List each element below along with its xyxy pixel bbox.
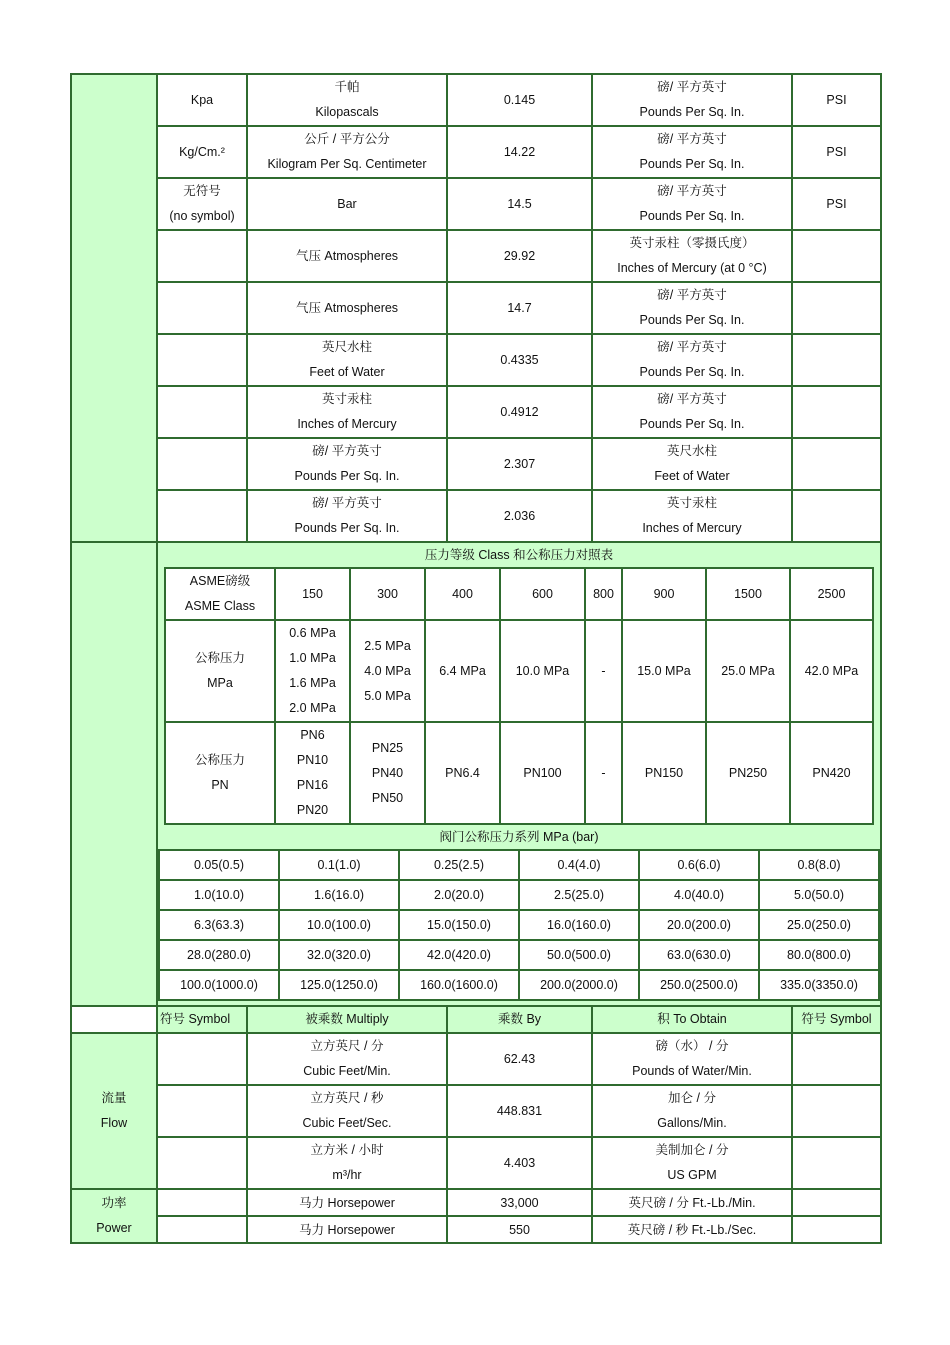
- text-line: m³/hr: [332, 1168, 362, 1182]
- text-line: Pounds Per Sq. In.: [639, 365, 745, 379]
- text-line: 英寸汞柱: [666, 496, 717, 510]
- text-line: 功率: [101, 1196, 127, 1210]
- cell-multiply: [247, 386, 447, 438]
- series-value: 2.0(20.0): [399, 880, 519, 910]
- cell-obtain: [592, 1137, 792, 1189]
- cell-obtain: [592, 126, 792, 178]
- cell-obtain: [592, 178, 792, 230]
- cell-symbol: [157, 1085, 247, 1137]
- class-value: 400: [425, 568, 500, 620]
- cell-symbol: [157, 282, 247, 334]
- text-line: PN250: [728, 765, 768, 780]
- section-label-flow: [71, 1033, 157, 1189]
- cell-multiply: [247, 438, 447, 490]
- text-line: PN25: [371, 740, 404, 755]
- section-label-pressure: [71, 74, 157, 542]
- text-line: Kpa: [190, 92, 214, 107]
- text-line: 15.0 MPa: [637, 663, 691, 678]
- class-value: 1500: [706, 568, 790, 620]
- pn-value: [622, 722, 706, 824]
- text-line: 无符号: [183, 184, 221, 198]
- cell-symbol2: [792, 1085, 881, 1137]
- power-row: [71, 1216, 881, 1243]
- pn-value: [790, 722, 873, 824]
- cell-multiply: 马力 Horsepower: [247, 1216, 447, 1243]
- section-label-power: [71, 1189, 157, 1243]
- text-line: 公称压力: [194, 651, 245, 665]
- cell-symbol: [157, 126, 247, 178]
- cell-multiply: [247, 230, 447, 282]
- series-row: [159, 910, 879, 940]
- pressure-row: [71, 126, 881, 178]
- class-header-label: [165, 568, 275, 620]
- pn-value: [350, 722, 425, 824]
- series-value: 25.0(250.0): [759, 910, 879, 940]
- series-value: 200.0(2000.0): [519, 970, 639, 1000]
- text-line: PN16: [296, 778, 329, 792]
- header-section: [71, 1006, 881, 1033]
- text-line: Flow: [100, 1116, 128, 1130]
- cell-symbol: [157, 438, 247, 490]
- series-value: 100.0(1000.0): [159, 970, 279, 1000]
- cell-multiply: [247, 1137, 447, 1189]
- text-line: 磅/ 平方英寸: [657, 132, 727, 146]
- series-value: 2.5(25.0): [519, 880, 639, 910]
- class-value: 800: [585, 568, 622, 620]
- text-line: Pounds Per Sq. In.: [294, 521, 400, 535]
- cell-by: 62.43: [447, 1033, 592, 1085]
- mpa-value: [790, 620, 873, 722]
- text-line: 英寸汞柱（零摄氏度）: [629, 236, 755, 250]
- cell-obtain: 英尺磅 / 秒 Ft.-Lb./Sec.: [592, 1216, 792, 1243]
- series-value: 10.0(100.0): [279, 910, 399, 940]
- cell-by: 4.403: [447, 1137, 592, 1189]
- class-value: 150: [275, 568, 350, 620]
- series-value: 5.0(50.0): [759, 880, 879, 910]
- text-line: 千帕: [334, 80, 360, 94]
- pn-value: [585, 722, 622, 824]
- class-value: 600: [500, 568, 585, 620]
- conversion-table: [70, 73, 882, 1244]
- cell-symbol: [157, 1137, 247, 1189]
- series-value: 335.0(3350.0): [759, 970, 879, 1000]
- text-line: 公称压力: [194, 753, 245, 767]
- series-value: 4.0(40.0): [639, 880, 759, 910]
- pressure-row: [71, 74, 881, 126]
- pn-value: [706, 722, 790, 824]
- series-value: 80.0(800.0): [759, 940, 879, 970]
- text-line: 磅（水） / 分: [655, 1039, 729, 1053]
- cell-symbol2: [792, 490, 881, 542]
- header-obtain: 积 To Obtain: [592, 1006, 792, 1033]
- text-line: 1.6 MPa: [289, 676, 336, 690]
- series-table: [158, 849, 880, 1001]
- text-line: PN420: [812, 765, 851, 780]
- cell-by: 14.5: [447, 178, 592, 230]
- text-line: Kilogram Per Sq. Centimeter: [267, 157, 427, 171]
- pressure-row: [71, 386, 881, 438]
- series-value: 0.4(4.0): [519, 850, 639, 880]
- text-line: Kg/Cm.²: [179, 144, 225, 159]
- mpa-value: [275, 620, 350, 722]
- cell-symbol: [157, 74, 247, 126]
- cell-by: 0.145: [447, 74, 592, 126]
- text-line: ASME Class: [184, 599, 256, 613]
- text-line: 美制加仑 / 分: [655, 1143, 729, 1157]
- power-row: [71, 1189, 881, 1216]
- cell-symbol: [157, 230, 247, 282]
- flow-row: [71, 1085, 881, 1137]
- cell-by: 0.4335: [447, 334, 592, 386]
- cell-by: 2.307: [447, 438, 592, 490]
- cell-symbol: [157, 334, 247, 386]
- cell-multiply: [247, 178, 447, 230]
- pressure-row: [71, 334, 881, 386]
- series-value: 28.0(280.0): [159, 940, 279, 970]
- cell-multiply: 马力 Horsepower: [247, 1189, 447, 1216]
- header-symbol2: 符号 Symbol: [792, 1006, 881, 1033]
- cell-obtain: [592, 490, 792, 542]
- text-line: Cubic Feet/Min.: [303, 1064, 391, 1078]
- text-line: Pounds Per Sq. In.: [639, 417, 745, 431]
- class-value: 300: [350, 568, 425, 620]
- text-line: Power: [96, 1221, 132, 1235]
- series-value: 20.0(200.0): [639, 910, 759, 940]
- class-section: [71, 542, 881, 1006]
- text-line: Inches of Mercury: [297, 417, 397, 431]
- cell-multiply: [247, 1033, 447, 1085]
- text-line: 磅/ 平方英寸: [657, 392, 727, 406]
- pressure-row: [71, 282, 881, 334]
- class-table-caption: 压力等级 Class 和公称压力对照表: [424, 548, 614, 562]
- cell-obtain: 英尺磅 / 分 Ft.-Lb./Min.: [592, 1189, 792, 1216]
- series-value: 16.0(160.0): [519, 910, 639, 940]
- flow-section: [71, 1033, 881, 1189]
- cell-multiply: [247, 74, 447, 126]
- text-line: PN50: [371, 790, 404, 805]
- mpa-value: [350, 620, 425, 722]
- class-value: 2500: [790, 568, 873, 620]
- mpa-label: [165, 620, 275, 722]
- text-line: 英尺水柱: [321, 340, 372, 354]
- pressure-row: [71, 438, 881, 490]
- text-line: 42.0 MPa: [804, 663, 859, 678]
- cell-multiply: [247, 1085, 447, 1137]
- text-line: 立方米 / 小时: [310, 1143, 384, 1157]
- text-line: Kilopascals: [315, 105, 379, 119]
- text-line: 磅/ 平方英寸: [312, 496, 382, 510]
- text-line: PN6: [300, 728, 325, 742]
- series-value: 1.0(10.0): [159, 880, 279, 910]
- series-value: 6.3(63.3): [159, 910, 279, 940]
- text-line: PN150: [644, 765, 684, 780]
- class-comparison-panel: [157, 542, 881, 1006]
- cell-symbol2: [792, 1137, 881, 1189]
- cell-obtain: [592, 74, 792, 126]
- cell-obtain: [592, 334, 792, 386]
- series-row: [159, 940, 879, 970]
- text-line: PN6.4: [445, 765, 480, 780]
- series-value: 1.6(16.0): [279, 880, 399, 910]
- series-value: 15.0(150.0): [399, 910, 519, 940]
- pn-value: [425, 722, 500, 824]
- cell-symbol2: [792, 1216, 881, 1243]
- text-line: Feet of Water: [309, 365, 385, 379]
- series-row: [159, 880, 879, 910]
- series-row: [159, 850, 879, 880]
- text-line: PN40: [371, 765, 404, 780]
- text-line: Cubic Feet/Sec.: [302, 1116, 392, 1130]
- series-value: 50.0(500.0): [519, 940, 639, 970]
- mpa-row: [165, 620, 873, 722]
- mpa-value: [500, 620, 585, 722]
- text-line: 10.0 MPa: [515, 663, 570, 678]
- text-line: 磅/ 平方英寸: [657, 288, 727, 302]
- text-line: 加仑 / 分: [668, 1091, 716, 1105]
- cell-by: 14.7: [447, 282, 592, 334]
- mpa-value: [622, 620, 706, 722]
- cell-symbol2: [792, 282, 881, 334]
- series-value: 0.1(1.0): [279, 850, 399, 880]
- text-line: PN10: [296, 753, 329, 767]
- series-value: 0.25(2.5): [399, 850, 519, 880]
- text-line: 25.0 MPa: [721, 663, 775, 678]
- cell-symbol2: PSI: [792, 178, 881, 230]
- text-line: 2.0 MPa: [289, 701, 336, 715]
- text-line: 5.0 MPa: [364, 688, 411, 703]
- cell-by: 29.92: [447, 230, 592, 282]
- class-header-row: [165, 568, 873, 620]
- cell-multiply: [247, 334, 447, 386]
- pressure-section: [71, 74, 881, 542]
- series-value: 160.0(1600.0): [399, 970, 519, 1000]
- header-by: 乘数 By: [447, 1006, 592, 1033]
- text-line: Pounds Per Sq. In.: [639, 157, 745, 171]
- pn-value: [275, 722, 350, 824]
- cell-multiply: [247, 490, 447, 542]
- section-label-empty: [71, 542, 157, 1006]
- mpa-value: [706, 620, 790, 722]
- cell-obtain: [592, 438, 792, 490]
- flow-row: [71, 1137, 881, 1189]
- pn-label: [165, 722, 275, 824]
- cell-symbol: [157, 1216, 247, 1243]
- cell-symbol2: [792, 1189, 881, 1216]
- mpa-value: [585, 620, 622, 722]
- cell-symbol2: [792, 1033, 881, 1085]
- power-section: [71, 1189, 881, 1243]
- text-line: Gallons/Min.: [657, 1116, 727, 1130]
- series-table-caption: 阀门公称压力系列 MPa (bar): [439, 830, 599, 844]
- text-line: 6.4 MPa: [439, 663, 486, 678]
- text-line: (no symbol): [169, 209, 235, 223]
- cell-obtain: [592, 386, 792, 438]
- cell-symbol2: PSI: [792, 126, 881, 178]
- pressure-row: [71, 178, 881, 230]
- cell-by: 33,000: [447, 1189, 592, 1216]
- text-line: Pounds of Water/Min.: [632, 1064, 752, 1078]
- text-line: Inches of Mercury (at 0 °C): [617, 261, 767, 275]
- text-line: 气压 Atmospheres: [295, 248, 399, 263]
- series-value: 250.0(2500.0): [639, 970, 759, 1000]
- text-line: 气压 Atmospheres: [295, 300, 399, 315]
- text-line: Inches of Mercury: [642, 521, 742, 535]
- text-line: 磅/ 平方英寸: [312, 444, 382, 458]
- text-line: Bar: [337, 196, 357, 211]
- text-line: 2.5 MPa: [364, 638, 411, 653]
- text-line: 磅/ 平方英寸: [657, 184, 727, 198]
- text-line: 流量: [101, 1091, 127, 1105]
- cell-symbol2: [792, 334, 881, 386]
- mpa-value: [425, 620, 500, 722]
- text-line: Pounds Per Sq. In.: [639, 105, 745, 119]
- class-value: 900: [622, 568, 706, 620]
- text-line: 4.0 MPa: [364, 663, 411, 678]
- text-line: Feet of Water: [654, 469, 730, 483]
- series-value: 42.0(420.0): [399, 940, 519, 970]
- text-line: 英尺水柱: [666, 444, 717, 458]
- text-line: 磅/ 平方英寸: [657, 340, 727, 354]
- pressure-row: [71, 230, 881, 282]
- cell-by: 448.831: [447, 1085, 592, 1137]
- cell-obtain: [592, 1085, 792, 1137]
- text-line: MPa: [207, 676, 233, 690]
- cell-multiply: [247, 282, 447, 334]
- text-line: 0.6 MPa: [289, 626, 336, 640]
- cell-symbol: [157, 1033, 247, 1085]
- text-line: 立方英尺 / 秒: [310, 1091, 384, 1105]
- series-value: 125.0(1250.0): [279, 970, 399, 1000]
- series-value: 32.0(320.0): [279, 940, 399, 970]
- text-line: PN: [211, 778, 229, 792]
- text-line: Pounds Per Sq. In.: [639, 209, 745, 223]
- cell-symbol: [157, 386, 247, 438]
- series-value: 63.0(630.0): [639, 940, 759, 970]
- cell-symbol2: [792, 438, 881, 490]
- cell-symbol: [157, 1189, 247, 1216]
- conversion-document: [70, 73, 880, 1244]
- cell-by: 550: [447, 1216, 592, 1243]
- pressure-row: [71, 490, 881, 542]
- text-line: 公斤 / 平方公分: [304, 132, 390, 146]
- pn-value: [500, 722, 585, 824]
- cell-by: 0.4912: [447, 386, 592, 438]
- text-line: 磅/ 平方英寸: [657, 80, 727, 94]
- text-line: 1.0 MPa: [289, 651, 336, 665]
- text-line: US GPM: [667, 1168, 717, 1182]
- series-value: 0.05(0.5): [159, 850, 279, 880]
- cell-obtain: [592, 282, 792, 334]
- text-line: -: [601, 663, 606, 678]
- cell-symbol2: [792, 386, 881, 438]
- cell-multiply: [247, 126, 447, 178]
- series-value: 0.6(6.0): [639, 850, 759, 880]
- series-value: 0.8(8.0): [759, 850, 879, 880]
- text-line: PN100: [523, 765, 562, 780]
- cell-obtain: [592, 230, 792, 282]
- text-line: Pounds Per Sq. In.: [639, 313, 745, 327]
- header-multiply: 被乘数 Multiply: [247, 1006, 447, 1033]
- class-table: [164, 567, 874, 825]
- cell-symbol2: [792, 230, 881, 282]
- text-line: ASME磅级: [189, 574, 251, 588]
- header-symbol: 符号 Symbol: [157, 1006, 247, 1033]
- text-line: 立方英尺 / 分: [310, 1039, 384, 1053]
- cell-symbol: [157, 490, 247, 542]
- text-line: Pounds Per Sq. In.: [294, 469, 400, 483]
- series-row: [159, 970, 879, 1000]
- text-line: 英寸汞柱: [321, 392, 372, 406]
- text-line: PN20: [296, 803, 329, 817]
- cell-symbol2: PSI: [792, 74, 881, 126]
- cell-obtain: [592, 1033, 792, 1085]
- header-empty: [71, 1006, 157, 1033]
- text-line: -: [601, 765, 606, 780]
- cell-by: 2.036: [447, 490, 592, 542]
- pn-row: [165, 722, 873, 824]
- flow-row: [71, 1033, 881, 1085]
- cell-by: 14.22: [447, 126, 592, 178]
- cell-symbol: [157, 178, 247, 230]
